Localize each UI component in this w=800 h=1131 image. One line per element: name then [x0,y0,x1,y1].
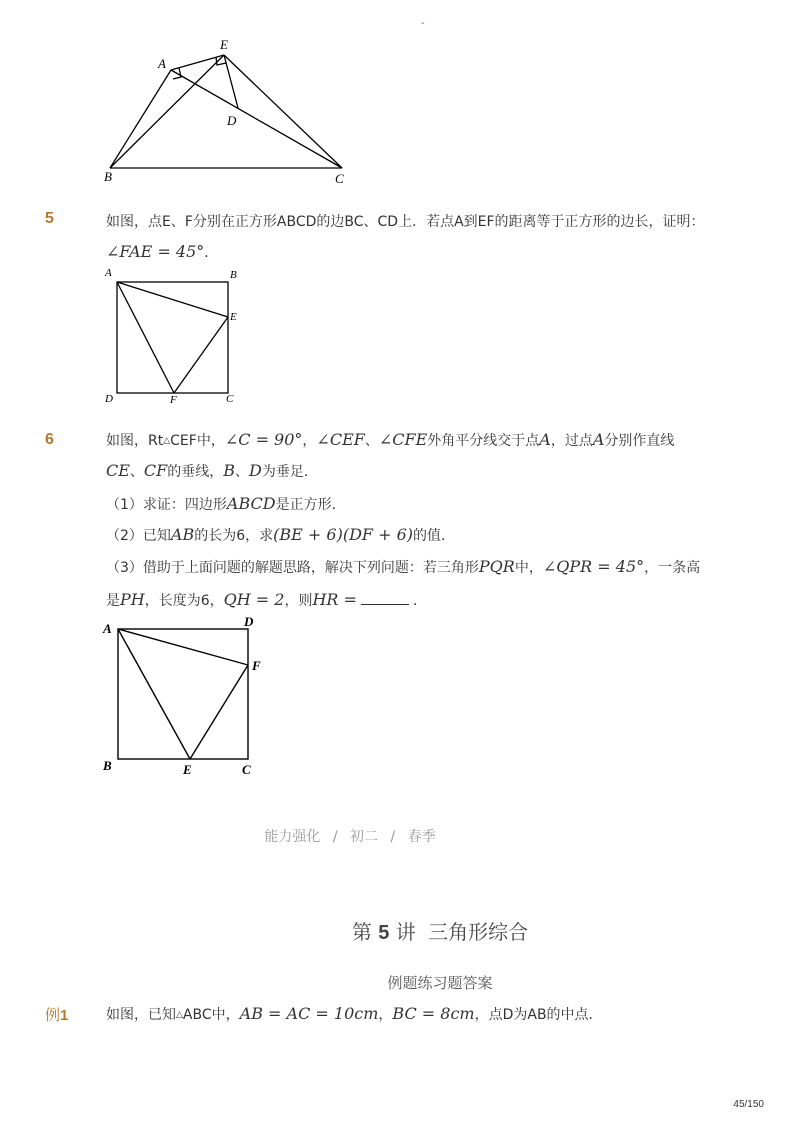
p6-text: （3）借助于上面问题的解题思路，解决下列问题：若三角形 [106,560,479,576]
lecture-number: 5 [378,922,390,944]
ex1-text: ABC中， [182,1007,240,1023]
problem-5-period: ． [204,245,219,261]
p6-math-ce: CE [106,461,130,480]
p6-text: 中， [514,560,543,576]
lecture-heading [0,916,800,945]
p6-segment-ae [118,629,190,759]
course-footer [0,826,700,846]
top-mark: - [421,18,425,29]
footer-course: 能力强化 [264,829,321,845]
p5-label-d: D [105,393,113,405]
ex1-text: ， [378,1007,393,1023]
p6-text: ，则 [284,593,313,609]
triangle-symbol: △ [176,1010,183,1020]
p6-text: 的长为6，求 [194,528,274,544]
p6-text: ． [412,593,427,609]
p6-math-d: D [249,461,262,480]
p6-text: ，过点 [550,433,593,449]
p6-text: 的垂线， [167,464,224,480]
p6-text: （1）求证：四边形 [106,497,227,513]
section-subtitle: 例题练习题答案 [387,974,493,992]
example-tag-text: 例 [45,1006,61,1024]
p6-segment-af [118,629,248,665]
fig1-label-e: E [220,37,228,52]
p5-label-a: A [105,267,112,279]
p5-label-c: C [226,393,234,405]
p6-math-point-a: A [539,430,551,449]
example-number: 1 [60,1007,69,1024]
p6-text: 分别作直线 [604,433,675,449]
p6-label-a: A [103,621,112,636]
answer-blank[interactable] [361,593,409,605]
p6-text: ，一条高 [644,560,701,576]
footer-term: 春季 [407,829,436,845]
lecture-title: 三角形综合 [428,920,529,944]
p6-text: CEF中， [170,433,225,449]
fig1-label-d: D [227,113,237,128]
example-1-text [106,1004,603,1024]
p6-text: 为垂足． [261,464,318,480]
p6-math-point-a: A [592,430,605,449]
p6-math-pqr: PQR [478,557,515,576]
p6-label-f: F [252,658,261,673]
p6-math-hr: HR = [312,590,357,609]
ex1-math-ab-ac: AB = AC = 10cm [239,1004,379,1023]
footer-separator: / [390,829,396,845]
p6-label-b: B [103,758,112,773]
p6-math-ph: PH [120,590,145,609]
ex1-text: 如图，已知 [106,1007,176,1023]
p5-label-b: B [230,269,237,281]
problem-5-number: 5 [45,210,54,227]
p6-label-d: D [244,614,254,629]
p5-label-f: F [170,394,177,406]
ex1-math-bc: BC = 8cm [392,1004,475,1023]
p6-math-angle-qpr: ∠QPR = 45° [542,557,645,576]
p6-math-abcd: ABCD [226,494,276,513]
ex1-text: ，点D为AB的中点． [474,1007,603,1023]
p6-text: ， [302,433,317,449]
p6-square-abcd [118,629,248,759]
footer-separator: / [332,829,338,845]
problem-6-number: 6 [45,431,54,448]
fig1-label-a: A [158,56,166,71]
p6-text: ，长度为6， [144,593,224,609]
p6-math-angle-cfe: ∠CFE [378,430,428,449]
p6-math-product: (BE + 6)(DF + 6) [273,525,414,544]
triangle-symbol: △ [163,436,171,446]
p6-text: 外角平分线交于点 [427,433,540,449]
p6-math-angle-cef: ∠CEF [316,430,365,449]
p6-math-angle-c: ∠C = 90° [224,430,303,449]
problem-5-text-line1: 如图，点E、F分别在正方形ABCD的边BC、CD上．若点A到EF的距离等于正方形的边长，证明： [106,214,705,230]
p6-text: 、 [129,464,144,480]
p6-text: 如图，Rt [106,433,164,449]
p6-text: 、 [364,433,379,449]
fig1-label-b: B [104,169,112,184]
lecture-post: 讲 [395,920,416,944]
p6-text: （2）已知 [106,528,171,544]
p6-math-qh: QH = 2 [223,590,285,609]
p6-label-c: C [242,762,251,777]
p6-math-ab: AB [170,525,195,544]
fig1-label-c: C [335,171,344,186]
p5-label-e: E [230,311,237,323]
p6-text: 的值． [413,528,456,544]
example-1-tag [45,1004,68,1025]
p6-label-e: E [183,762,192,777]
p6-math-cf: CF [143,461,168,480]
p6-text: 是正方形． [275,497,346,513]
p6-text: 是 [106,593,120,609]
lecture-pre: 第 [351,920,372,944]
footer-grade: 初二 [350,829,378,845]
page-number: 45/150 [733,1099,764,1110]
p6-text: 、 [235,464,250,480]
problem-5-angle-math: ∠FAE = 45° [106,242,205,261]
p6-segment-ef [190,665,248,759]
figure-p6-square [0,0,300,790]
p6-math-b: B [223,461,236,480]
